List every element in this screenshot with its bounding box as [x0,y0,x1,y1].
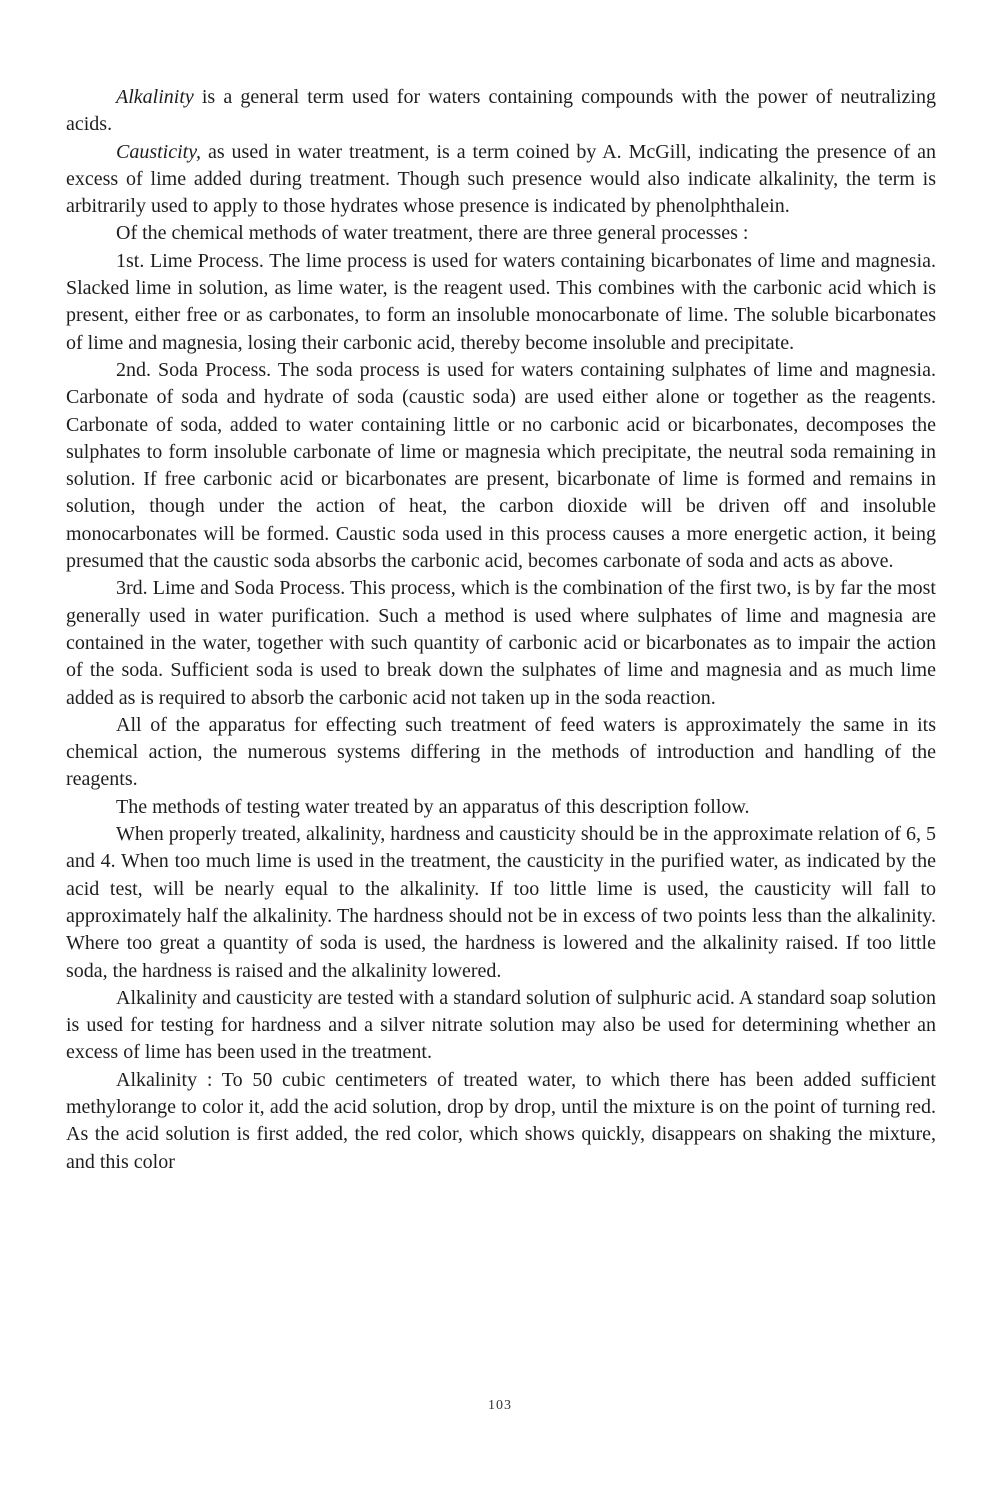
italic-term: Alkalinity [116,86,194,108]
paragraph-alkalinity-definition [66,84,936,139]
page-number: 103 [488,1398,512,1413]
paragraph-methods-intro [66,220,936,247]
paragraph-text: Of the chemical methods of water treatment, there are three general processes : [116,222,749,245]
paragraph-causticity-definition [66,139,936,221]
paragraph-soda-process [66,357,936,575]
paragraph-text: 3rd. Lime and Soda Process. This process, which is the combination of the first two, is by far the most generally used in water purification. Such a method is used where sulphates of lime and magnesia are contained in the water, together with such quantity of carbonic acid or bicarbonates as to impair the action of the soda. Sufficient soda is used to break down the sulphates of lime and magnesia and as much lime added as is required to absorb the carbonic acid not taken up in the soda reaction. [66,577,936,709]
paragraph-text: Alkalinity and causticity are tested with a standard solution of sulphuric acid. A standard soap solution is used for testing for hardness and a silver nitrate solution may also be used for determining whether an excess of lime has been used in the treatment. [66,986,936,1064]
paragraph-text: The methods of testing water treated by an apparatus of this description follow. [116,795,750,818]
paragraph-text: Alkalinity : To 50 cubic centimeters of treated water, to which there has been added sufficient methylorange to color it, add the acid solution, drop by drop, until the mixture is on the point of turning red. As the acid solution is first added, the red color, which shows quickly, disappears on shaking the mixture, and this color [66,1068,936,1173]
paragraph-test-solutions [66,985,936,1067]
paragraph-apparatus [66,712,936,794]
paragraph-text: When properly treated, alkalinity, hardness and causticity should be in the approximate relation of 6, 5 and 4. When too much lime is used in the treatment, the causticity in the purified water, as indicated by the acid test, will be nearly equal to the alkalinity. If too little lime is used, the causticity will fall to approximately half the alkalinity. The hardness should not be in excess of two points less than the alkalinity. Where too great a quantity of soda is used, the hardness is lowered and the alkalinity raised. If too little soda, the hardness is raised and the alkalinity lowered. [66,823,936,982]
paragraph-text: 2nd. Soda Process. The soda process is used for waters containing sulphates of lime and magnesia. Carbonate of soda and hydrate of soda (caustic soda) are used either alone or together as the reagents. Carbonate of soda, added to water containing little or no carbonic acid or bicarbonates, decomposes the sulphates to form insoluble carbonate of lime or magnesia which precipitate, the neutral soda remaining in solution. If free carbonic acid or bicarbonates are present, bicarbonate of lime is formed and remains in solution, though under the action of heat, the carbon dioxide will be driven off and insoluble monocarbonates will be formed. Caustic soda used in this process causes a more energetic action, it being presumed that the caustic soda absorbs the carbonic acid, becomes carbonate of soda and acts as above. [66,358,936,573]
paragraph-text: All of the apparatus for effecting such treatment of feed waters is approximately the same in its chemical action, the numerous systems differing in the methods of introduction and handling of the reagents. [66,713,936,791]
body-text [66,84,936,1176]
paragraph-proper-treatment [66,821,936,985]
paragraph-lime-process [66,248,936,357]
italic-term: Causticity, [116,140,201,163]
paragraph-text: is a general term used for waters containing compounds with the power of neutralizing acids. [66,86,936,136]
paragraph-lime-and-soda-process [66,575,936,711]
paragraph-text: 1st. Lime Process. The lime process is used for waters containing bicarbonates of lime and magnesia. Slacked lime in solution, as lime water, is the reagent used. This combines with the carbonic acid which is present, either free or as carbonates, to form an insoluble monocarbonate of lime. The soluble bicarbonates of lime and magnesia, losing their carbonic acid, thereby become insoluble and precipitate. [66,249,936,354]
paragraph-alkalinity-test [66,1067,936,1176]
paragraph-text: as used in water treatment, is a term coined by A. McGill, indicating the presence of an excess of lime added during treatment. Though such presence would also indicate alkalinity, the term is arbitrarily used to apply to those hydrates whose presence is indicated by phenolphthalein. [66,140,936,218]
paragraph-testing-methods [66,794,936,821]
